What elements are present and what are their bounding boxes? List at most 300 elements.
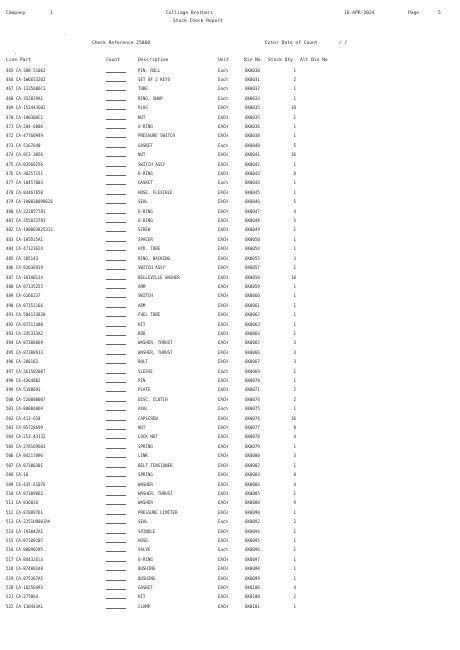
count-blank — [106, 307, 126, 308]
description-cell: PRESSURE LIMITER — [138, 509, 178, 515]
description-cell: LINK — [138, 453, 148, 459]
description-cell: GASKET — [138, 585, 153, 591]
stock-qty-cell: 2 — [293, 594, 296, 600]
stock-qty-cell: 1 — [293, 443, 296, 449]
stock-qty-cell: 2 — [293, 387, 296, 393]
description-cell: WASHER — [138, 500, 153, 506]
line-part-cell: 497 CA-361502007 — [6, 368, 46, 374]
stock-qty-cell: 1 — [293, 67, 296, 73]
unit-cell: EACH — [218, 236, 228, 242]
page-label: Page — [408, 11, 420, 16]
unit-cell: EACH — [218, 443, 228, 449]
count-blank — [106, 184, 126, 185]
bin-no-cell: 6K0078 — [245, 434, 260, 440]
line-part-cell: 509 CA-435-61076 — [6, 481, 46, 487]
line-part-cell: 482 CA-1H0003825312 — [6, 227, 53, 233]
stock-qty-cell: 1 — [293, 180, 296, 186]
line-part-cell: 495 CA-87308913 — [6, 349, 43, 355]
stock-qty-cell: 1 — [293, 575, 296, 581]
bin-no-cell: 6K0035 — [245, 105, 260, 111]
col-stock-qty: Stock Qty — [268, 58, 293, 63]
table-row — [0, 350, 460, 359]
table-row — [0, 152, 460, 161]
line-part-cell: 518 CA-87400148 — [6, 566, 43, 572]
line-part-cell: 488 CA-87135255 — [6, 283, 43, 289]
line-part-cell: 517 CA-844326la — [6, 556, 43, 562]
description-cell: KIT — [138, 594, 146, 600]
count-blank — [106, 438, 126, 439]
description-cell: SET OF 2 KEYS — [138, 76, 171, 82]
table-row — [0, 387, 460, 396]
unit-cell: EACH — [218, 566, 228, 572]
line-part-cell: 465 CA-388-51062 — [6, 67, 46, 73]
table-row — [0, 594, 460, 603]
col-bin-no: Bin No — [244, 58, 261, 63]
description-cell: SEAL — [138, 519, 148, 525]
bin-no-cell: 6K0092 — [245, 519, 260, 525]
count-blank — [106, 90, 126, 91]
line-part-cell: 494 CA-87308869 — [6, 340, 43, 346]
table-row — [0, 86, 460, 95]
count-blank — [106, 514, 126, 515]
line-part-cell: 487 CA-1H3H0134 — [6, 274, 43, 280]
description-cell: SWITCH ASSY — [138, 161, 166, 167]
count-blank — [106, 476, 126, 477]
line-part-cell: 472 CA-47760949 — [6, 133, 43, 139]
line-part-cell: 501 CA-80004069 — [6, 406, 43, 412]
count-blank — [106, 213, 126, 214]
stock-qty-cell: 1 — [293, 302, 296, 308]
bin-no-cell: 6K0047 — [245, 208, 260, 214]
table-row — [0, 472, 460, 481]
stock-qty-cell: 3 — [293, 453, 296, 459]
description-cell: PLATE — [138, 387, 151, 393]
stock-qty-cell: 4 — [293, 208, 296, 214]
count-blank — [106, 382, 126, 383]
stock-qty-cell: 4 — [293, 481, 296, 487]
stock-qty-cell: 1 — [293, 114, 296, 120]
description-cell: O-RING — [138, 208, 153, 214]
stock-qty-cell: 9 — [293, 500, 296, 506]
line-part-cell: 520 CA-10256493 — [6, 585, 43, 591]
line-part-cell: 471 CA-2H4-6006 — [6, 123, 43, 129]
description-cell: NUT — [138, 152, 146, 158]
stock-qty-cell: 1 — [293, 236, 296, 242]
table-row — [0, 538, 460, 547]
col-count: Count — [106, 58, 120, 63]
description-cell: WASHER, THRUST — [138, 340, 173, 346]
count-blank — [106, 119, 126, 120]
line-part-cell: 515 CA-87109107 — [6, 538, 43, 543]
table-row — [0, 340, 460, 349]
table-row — [0, 218, 460, 227]
unit-cell: EACH — [218, 425, 228, 431]
line-part-cell: 474 CA-8C1-3056 — [6, 152, 43, 158]
bin-no-cell: 6K0046 — [245, 199, 260, 205]
table-row — [0, 406, 460, 415]
description-cell: NUT — [138, 114, 146, 120]
unit-cell: EACH — [218, 302, 228, 308]
bin-no-cell: 6K0041 — [245, 152, 260, 158]
line-part-cell: 499 CA-5188691 — [6, 387, 41, 393]
bin-no-cell: 6K0038 — [245, 133, 260, 139]
bin-no-cell: 6K0084 — [245, 481, 260, 487]
count-blank — [106, 533, 126, 534]
table-row — [0, 416, 460, 425]
stock-qty-cell: 1 — [293, 566, 296, 572]
bin-no-cell: 6K0058 — [245, 274, 260, 280]
line-part-cell: 467 CA-1335606C1 — [6, 86, 46, 92]
bin-no-cell: 6K0059 — [245, 283, 260, 289]
table-row — [0, 500, 460, 509]
bin-no-cell: 6K0054 — [245, 246, 260, 252]
stray-mark: · — [14, 51, 17, 56]
unit-cell: EACH — [218, 538, 228, 543]
line-part-cell: 491 CA-504133838 — [6, 312, 46, 318]
line-part-cell: 468 CA-352829A1 — [6, 95, 43, 101]
unit-cell: Each — [218, 519, 228, 525]
bin-no-cell: 6K0062 — [245, 312, 260, 318]
unit-cell: EACH — [218, 462, 228, 468]
description-cell: HOSE, FLEXIBLE — [138, 189, 173, 195]
unit-cell: EACH — [218, 283, 228, 289]
description-cell: PIN — [138, 378, 146, 384]
unit-cell: EACH — [218, 152, 228, 158]
description-cell: ARM — [138, 283, 146, 289]
count-blank — [106, 561, 126, 562]
bin-no-cell: 6K0066 — [245, 349, 260, 355]
stray-mark: · — [64, 32, 67, 37]
table-row — [0, 397, 460, 406]
unit-cell: EACH — [218, 330, 228, 336]
col-description: Description — [138, 58, 169, 63]
description-cell: RING, SNAP — [138, 95, 163, 101]
table-row — [0, 529, 460, 538]
company-label: Company — [6, 11, 26, 16]
unit-cell: EACH — [218, 359, 228, 365]
stock-qty-cell: 1 — [293, 161, 296, 167]
stock-qty-cell: 1 — [293, 462, 296, 468]
count-blank — [106, 175, 126, 176]
stock-qty-cell: 1 — [293, 133, 296, 139]
company-code: 1 — [50, 11, 53, 16]
bin-no-cell: 6K0077 — [245, 425, 260, 431]
table-row — [0, 519, 460, 528]
unit-cell: EACH — [218, 321, 228, 327]
description-cell: PRESSURE SWITCH — [138, 133, 175, 139]
stock-qty-cell: 8 — [293, 171, 296, 176]
stock-qty-cell: 2 — [293, 396, 296, 402]
stock-qty-cell: 1 — [293, 406, 296, 412]
description-cell: HOSE — [138, 538, 148, 543]
stock-qty-cell: 3 — [293, 349, 296, 355]
description-cell: AXAL — [138, 406, 148, 412]
line-part-cell: 469 CA-153443G02 — [6, 105, 46, 111]
page-number: 5 — [438, 11, 441, 16]
line-part-cell: 481 CA-355822781 — [6, 218, 46, 224]
bin-no-cell: 6K0098 — [245, 566, 260, 572]
stock-qty-cell: 1 — [293, 283, 296, 289]
bin-no-cell: 6K0070 — [245, 378, 260, 384]
stock-qty-cell: 1 — [293, 123, 296, 129]
description-cell: GASKET — [138, 180, 153, 186]
count-blank — [106, 194, 126, 195]
bin-no-cell: 6K0088 — [245, 500, 260, 506]
description-cell: O-RING — [138, 556, 153, 562]
description-cell: BOLT — [138, 359, 148, 365]
bin-no-cell: 6K0036 — [245, 123, 260, 129]
col-unit: Unit — [218, 58, 230, 63]
line-part-cell: 516 CA-88090295 — [6, 547, 43, 553]
line-part-cell: 511 CA-836826 — [6, 500, 39, 506]
unit-cell: Each — [218, 76, 228, 82]
bin-no-cell: 6K0044 — [245, 180, 260, 186]
bin-no-cell: 6K0099 — [245, 575, 260, 581]
unit-cell: EACH — [218, 171, 228, 176]
table-row — [0, 237, 460, 246]
unit-cell: EACH — [218, 274, 228, 280]
count-blank — [106, 420, 126, 421]
description-cell: BELT TENSIONER — [138, 462, 173, 468]
stock-qty-cell: 36 — [291, 152, 296, 158]
count-blank — [106, 523, 126, 524]
stock-qty-cell: 36 — [291, 415, 296, 421]
count-blank — [106, 598, 126, 599]
stock-qty-cell: 8 — [293, 425, 296, 431]
report-date: 16-APR-2024 — [344, 11, 375, 16]
bin-no-cell: 6K0057 — [245, 265, 260, 271]
stock-qty-cell: 1 — [293, 265, 296, 271]
bin-no-cell: 6K0045 — [245, 189, 260, 195]
unit-cell: EACH — [218, 603, 228, 609]
table-row — [0, 378, 460, 387]
col-line-part: Line Part — [6, 58, 31, 63]
count-blank — [106, 288, 126, 289]
table-row — [0, 124, 460, 133]
unit-cell: EACH — [218, 265, 228, 271]
stock-qty-cell: 4 — [293, 585, 296, 591]
description-cell: SPRING — [138, 472, 153, 478]
stock-qty-cell: 1 — [293, 246, 296, 252]
stock-qty-cell: 1 — [293, 538, 296, 543]
bin-no-cell: 6K0071 — [245, 387, 260, 393]
count-blank — [106, 260, 126, 261]
line-part-cell: 508 CA-18 — [6, 472, 29, 478]
description-cell: CLAMP — [138, 603, 151, 609]
table-row — [0, 284, 460, 293]
line-part-cell: 490 CA-87151166 — [6, 302, 43, 308]
unit-cell: EACH — [218, 189, 228, 195]
enter-date-value: / / — [339, 41, 348, 46]
unit-cell: Each — [218, 142, 228, 148]
stock-qty-cell: 1 — [293, 227, 296, 233]
line-part-cell: 513 CA-2251H9001AA — [6, 519, 51, 525]
bin-no-cell: 6K0043 — [245, 171, 260, 176]
count-blank — [106, 326, 126, 327]
stock-qty-cell: 1 — [293, 490, 296, 496]
table-row — [0, 293, 460, 302]
count-blank — [106, 401, 126, 402]
line-part-cell: 498 CA-4364802 — [6, 378, 41, 384]
count-blank — [106, 504, 126, 505]
bin-no-cell: 6K0033 — [245, 95, 260, 101]
unit-cell: Each — [218, 180, 228, 186]
count-blank — [106, 231, 126, 232]
bin-no-cell: 6K0101 — [245, 603, 260, 609]
stock-qty-cell: 1 — [293, 293, 296, 299]
table-row — [0, 425, 460, 434]
description-cell: SWITCH ASSY — [138, 265, 166, 271]
count-blank — [106, 495, 126, 496]
unit-cell: EACH — [218, 415, 228, 421]
line-part-cell: 503 CA-85728699 — [6, 425, 43, 431]
unit-cell: EACH — [218, 509, 228, 515]
bin-no-cell: 6K0030 — [245, 67, 260, 73]
line-part-cell: 496 CA-200183 — [6, 359, 39, 365]
count-blank — [106, 429, 126, 430]
line-part-cell: 476 CA-30257151 — [6, 171, 43, 176]
description-cell: LOCK NUT — [138, 434, 158, 440]
count-blank — [106, 467, 126, 468]
description-cell: ROD — [138, 330, 146, 336]
count-blank — [106, 486, 126, 487]
bin-no-cell: 6K0061 — [245, 302, 260, 308]
unit-cell: EACH — [218, 349, 228, 355]
count-blank — [106, 166, 126, 167]
description-cell: SCREW — [138, 227, 151, 233]
stock-qty-cell: 1 — [293, 321, 296, 327]
line-part-cell: 475 CA-83568256 — [6, 161, 43, 167]
description-cell: FUEL TUBE — [138, 312, 161, 318]
count-blank — [106, 81, 126, 82]
unit-cell: EACH — [218, 123, 228, 129]
table-row — [0, 369, 460, 378]
count-blank — [106, 250, 126, 251]
description-cell: VALVE — [138, 547, 151, 553]
stock-qty-cell: 2 — [293, 519, 296, 525]
bin-no-cell: 6K0083 — [245, 472, 260, 478]
bin-no-cell: 6K0094 — [245, 528, 260, 534]
bin-no-cell: 6K0042 — [245, 161, 260, 167]
stock-qty-cell: 8 — [293, 472, 296, 478]
bin-no-cell: 6K0049 — [245, 227, 260, 233]
line-part-cell: 477 CA-10457003 — [6, 180, 43, 186]
stock-qty-cell: 1 — [293, 509, 296, 515]
unit-cell: Each — [218, 368, 228, 374]
unit-cell: Each — [218, 86, 228, 92]
unit-cell: EACH — [218, 481, 228, 487]
count-blank — [106, 156, 126, 157]
table-row — [0, 209, 460, 218]
line-part-cell: 473 CA-5167640 — [6, 142, 41, 148]
table-row — [0, 604, 460, 613]
table-row — [0, 566, 460, 575]
stock-qty-cell: 1 — [293, 86, 296, 92]
description-cell: HYD. TUBE — [138, 246, 161, 252]
count-blank — [106, 279, 126, 280]
col-alt-bin: Alt Bin No — [300, 58, 328, 63]
unit-cell: EACH — [218, 490, 228, 496]
table-row — [0, 312, 460, 321]
count-blank — [106, 354, 126, 355]
count-blank — [106, 570, 126, 571]
stock-qty-cell: 10 — [291, 105, 296, 111]
stock-qty-cell: 5 — [293, 218, 296, 224]
description-cell: O-RING — [138, 171, 153, 176]
bin-no-cell: 6K0075 — [245, 406, 260, 412]
description-cell: TUBE — [138, 86, 148, 92]
line-part-cell: 492 CA-87311480 — [6, 321, 43, 327]
line-part-cell: 486 CA-82036919 — [6, 265, 43, 271]
table-row — [0, 557, 460, 566]
description-cell: WASHER, THRUST — [138, 490, 173, 496]
line-part-cell: 485 CA-205143 — [6, 255, 39, 261]
description-cell: PLUG — [138, 105, 148, 111]
bin-no-cell: 6K0050 — [245, 236, 260, 242]
unit-cell: EACH — [218, 396, 228, 402]
bin-no-cell: 6K0074 — [245, 396, 260, 402]
table-row — [0, 331, 460, 340]
stock-qty-cell: 1 — [293, 547, 296, 553]
stock-qty-cell: 3 — [293, 340, 296, 346]
unit-cell: EACH — [218, 585, 228, 591]
unit-cell: EACH — [218, 453, 228, 459]
table-row — [0, 162, 460, 171]
stock-qty-cell: 1 — [293, 556, 296, 562]
stock-qty-cell: 1 — [293, 368, 296, 374]
company-name: Colliage Brothers — [166, 11, 214, 16]
count-blank — [106, 448, 126, 449]
bin-no-cell: 6K0063 — [245, 321, 260, 327]
table-row — [0, 68, 460, 77]
unit-cell: EACH — [218, 434, 228, 440]
bin-no-cell: 6K0067 — [245, 359, 260, 365]
description-cell: BELLEVILLE WASHER — [138, 274, 180, 280]
line-part-cell: 512 CA-87889761 — [6, 509, 43, 515]
table-row — [0, 491, 460, 500]
description-cell: RING, BACKING — [138, 255, 171, 261]
description-cell: SLEEVE — [138, 368, 153, 374]
line-part-cell: 502 CA-413-618 — [6, 415, 41, 421]
table-row — [0, 547, 460, 556]
table-row — [0, 133, 460, 142]
description-cell: KIT — [138, 321, 146, 327]
table-row — [0, 265, 460, 274]
line-part-cell: 478 CA-84467650 — [6, 189, 43, 195]
line-part-cell: 493 CA-245333A2 — [6, 330, 43, 336]
bin-no-cell: 6K0079 — [245, 443, 260, 449]
count-blank — [106, 363, 126, 364]
count-blank — [106, 222, 126, 223]
stock-qty-cell: 1 — [293, 528, 296, 534]
line-part-cell: 507 CA-87300301 — [6, 462, 43, 468]
line-part-cell: 470 CA-1H0306C1 — [6, 114, 43, 120]
table-row — [0, 180, 460, 189]
count-blank — [106, 391, 126, 392]
description-cell: DISC, CLUTCH — [138, 396, 168, 402]
line-part-cell: 484 CA-47123624 — [6, 246, 43, 252]
unit-cell: EACH — [218, 133, 228, 139]
count-blank — [106, 297, 126, 298]
count-blank — [106, 551, 126, 552]
line-part-cell: 480 CA-322857781 — [6, 208, 46, 214]
unit-cell: Each — [218, 547, 228, 553]
line-part-cell: 521 CA-277064 — [6, 594, 39, 600]
description-cell: SPACER — [138, 236, 153, 242]
description-cell: SEAL — [138, 199, 148, 205]
stock-qty-cell: 3 — [293, 255, 296, 261]
description-cell: BUSHING — [138, 566, 156, 572]
